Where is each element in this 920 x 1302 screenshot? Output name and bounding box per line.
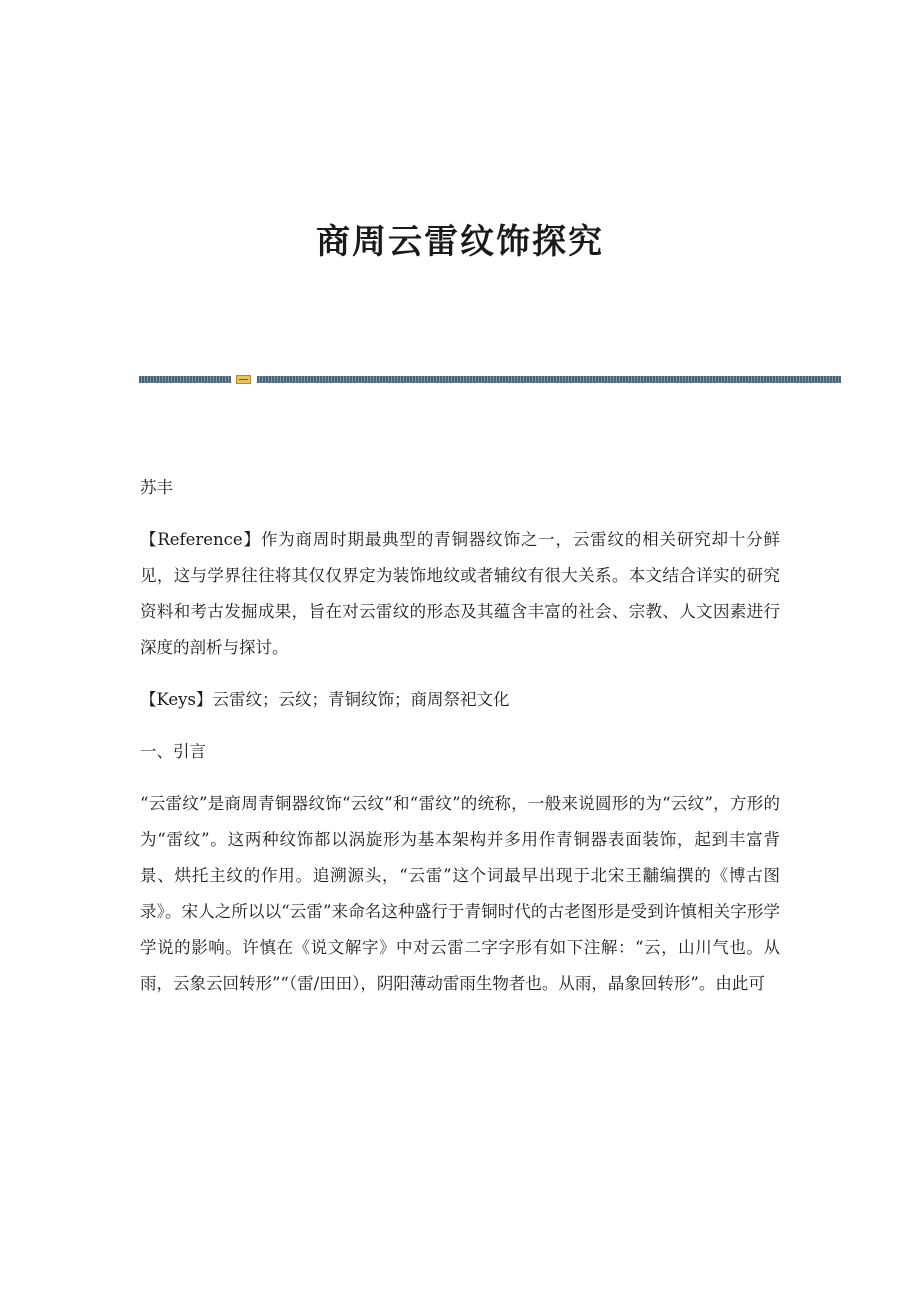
abstract-label: 【Reference】: [140, 530, 261, 549]
document-title: 商周云雷纹饰探究: [316, 222, 604, 262]
author-name: 苏丰: [140, 478, 173, 497]
section-heading: 一、引言: [140, 742, 206, 761]
keywords-paragraph: [140, 682, 780, 718]
title-divider: [139, 375, 841, 384]
keywords-label: 【Keys】: [140, 690, 213, 709]
section-paragraph: “云雷纹”是商周青铜器纹饰“云纹”和“雷纹”的统称，一般来说圆形的为“云纹”，方形的为“雷纹”。这两种纹饰都以涡旋形为基本架构并多用作青铜器表面装饰，起到丰富背景、烘托主纹的作用。追溯源头，“云雷”这个词最早出现于北宋王黼编撰的《博古图录》。宋人之所以以“云雷”来命名这种盛行于青铜时代的古老图形是受到许慎相关字形学学说的影响。许慎在《说文解字》中对云雷二字字形有如下注解：“云，山川气也。从雨，云象云回转形”“（雷/田田），阴阳薄动雷雨生物者也。从雨，晶象回转形”。由此可: [140, 794, 780, 993]
keywords-text: 云雷纹；云纹；青铜纹饰；商周祭祀文化: [212, 690, 510, 709]
document-body: [140, 470, 780, 1002]
divider-left-segment: [139, 376, 231, 383]
abstract-paragraph: [140, 522, 780, 666]
abstract-text: 作为商周时期最典型的青铜器纹饰之一，云雷纹的相关研究却十分鲜见，这与学界往往将其仅仅界定为装饰地纹或者辅纹有很大关系。本文结合详实的研究资料和考古发掘成果，旨在对云雷纹的形态及其蕴含丰富的社会、宗教、人文因素进行深度的剖析与探讨。: [140, 530, 780, 657]
divider-right-segment: [257, 376, 841, 383]
divider-ornament-icon: [236, 375, 251, 384]
